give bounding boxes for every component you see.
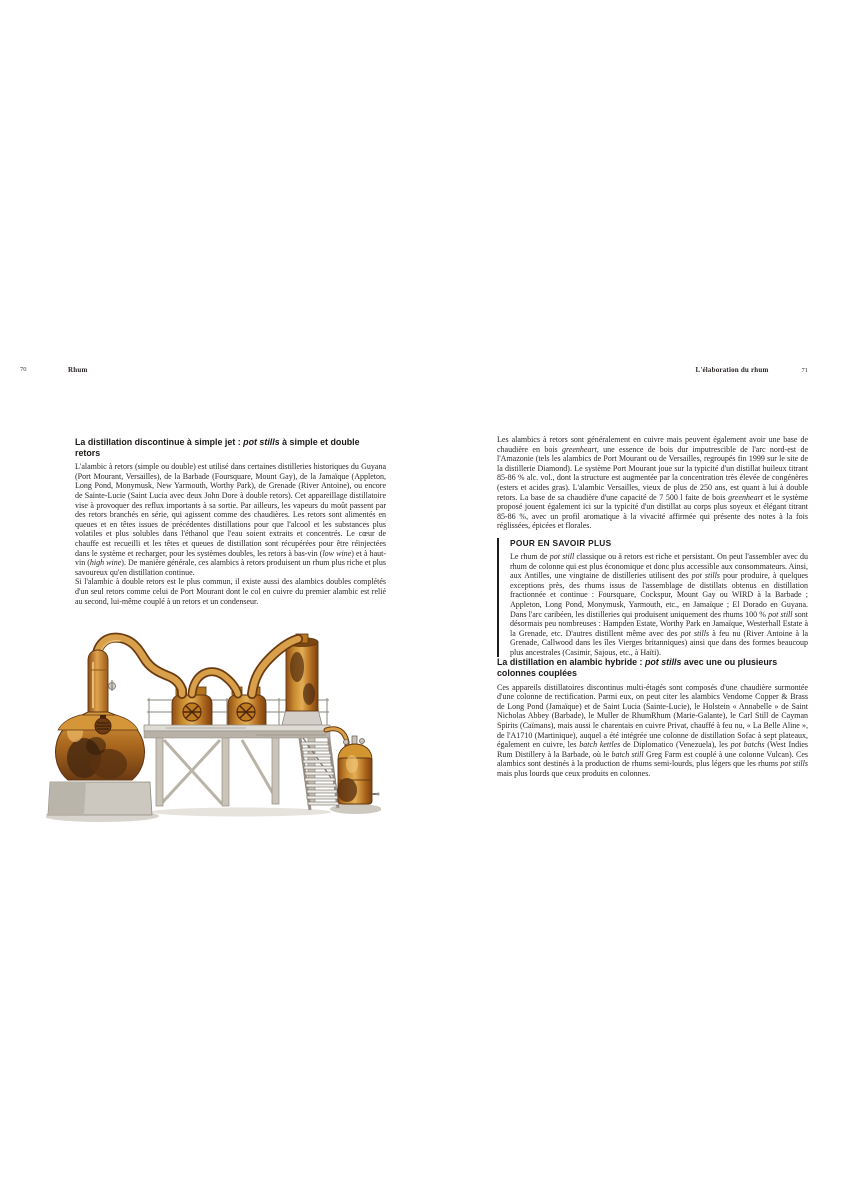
pot-still-left bbox=[48, 650, 152, 815]
folio-right: 71 bbox=[801, 367, 808, 374]
running-head-right: L'élaboration du rhum bbox=[695, 366, 769, 374]
platform-deck bbox=[144, 725, 330, 738]
section-heading-hybride: La distillation en alambic hybride : pot stills avec une ou plusieurs colonnes couplées bbox=[497, 657, 778, 679]
running-head-right-row bbox=[497, 366, 808, 375]
left-column bbox=[75, 437, 386, 606]
sidebar-title: POUR EN SAVOIR PLUS bbox=[510, 537, 612, 548]
sidebar-pour-en-savoir-plus bbox=[497, 538, 808, 658]
pot-still-watercolor-illustration bbox=[46, 612, 381, 827]
right-column bbox=[497, 435, 808, 779]
paragraph: Si l'alambic à double retors est le plus commun, il existe aussi des alambics doubles complétés d'un seul retors comme celui de Port Mourant dont le col en cuivre du premier alambic est relié au second, lui-même couplé à un retors et un condenseur. bbox=[75, 577, 386, 606]
folio-left: 70 bbox=[20, 366, 27, 373]
paragraph: Ces appareils distillatoires discontinus multi-étagés sont composés d'une chaudière surmontée d'une colonne de rectification. Parmi eux, on peut citer les alambics Vendome Copper & Brass de Long Pond (Jamaïque) et de Saint Lucia (Sainte-Lucie), le Holstein « Annabelle » de Saint Nicholas Abbey (Barbade), le Muller de RhumRhum (Marie-Galante), le Carl Still de Cayman Spirits (Caïmans), mais aussi le charentais en cuivre Privat, chauffé à feu nu, « La Belle Aline », de l'A1710 (Martinique), auquel a été intégrée une colonne de distillation Sofac à sept plateaux, également en cuivre, les batch kettles de Diplomatico (Venezuela), les pot batchs (West Indies Rum Distillery à la Barbade, où le batch still Greg Farm est couplé à une colonne Vulcan). Ces alambics sont destinés à la production de rhums semi-lourds, plus légers que les rhums pot stills mais plus lourds que ceux produits en colonnes. bbox=[497, 682, 809, 778]
paragraph: L'alambic à retors (simple ou double) est utilisé dans certaines distilleries historiques du Guyana (Port Mourant, Versailles), de la Barbade (Foursquare, Mount Gay), de la Jamaïque (Appleton, Long Pond, Monymusk, New Yarmouth, Worthy Park), de Grenade (River Antoine), ou encore de Sainte-Lucie (Saint Lucia avec deux John Dore à double retors). Cet appareillage distillatoire vise à provoquer des reflux importants à sa sortie. Par ailleurs, les vapeurs du moût passent par des retors branchés en série, qui agissent comme des chaudières. Les retors sont alimentés en queues et en têtes issues de précédentes distillations pour que l'alcool et les substances plus volatiles et plus solubles dans l'éthanol que l'eau soient extraits et concentrés. Le cœur de chauffe est recueilli et les têtes et queues de distillation sont récupérées pour être réinjectées dans le système et recharger, pour les systèmes doubles, les retors à bas-vin (low wine) et à haut-vin (high wine). De manière générale, ces alambics à retors produisent un rhum plus riche et plus savoureux qu'en distillation continue. bbox=[75, 462, 387, 577]
sidebar-paragraph: Le rhum de pot still classique ou à retors est riche et persistant. On peut l'assembler avec du rhum de colonne qui est plus économique et donc plus accessible aux consommateurs. Ainsi, aux Antilles, une vingtaine de distilleries utilisent des pot stills pour produire, à quelques exceptions près, des rhums issus de l'assemblage de distillats obtenus en distillation fractionnée et continue : Foursquare, Cockspur, Mount Gay ou WIRD à la Barbade ; Appleton, Long Pond, Monymusk, Yarmouth, etc., en Jamaïque ; El Dorado en Guyana. Dans l'arc caribéen, les distilleries qui produisent uniquement des rhums 100 % pot still sont désormais peu nombreuses : Hampden Estate, Worthy Park en Jamaïque, Westerhall Estate à la Grenade, etc. D'autres distillent même avec des pot stills à feu nu (River Antoine à la Grenade, Callwood dans les îles Vierges britanniques) ainsi que dans des formes beaucoup plus ancestrales (Casimir, Sajous, etc., à Haïti). bbox=[510, 551, 809, 657]
swan-neck-pipes bbox=[96, 638, 298, 694]
platform-legs bbox=[156, 736, 315, 806]
staircase bbox=[296, 728, 339, 810]
paragraph: Les alambics à retors sont généralement en cuivre mais peuvent également avoir une base de chaudière en bois greenheart, une essence de bois dur imputrescible de l'arc nord-est de l'Amazonie (tels les alambics de Port Mourant ou de Versailles, regroupés fin 1999 sur le site de la distillerie Diamond). Le système Port Mourant joue sur la typicité d'un distillat huileux titrant 85-86 % alc. vol., dont la structure est augmentée par la concentration très élevée de congénères (esters et acides gras). L'alambic Versailles, vieux de plus de 250 ans, est quant à lui à double retors. La base de sa chaudière d'une capacité de 7 500 l faite de bois greenheart et le système proposé jouent également ici sur la typicité d'un distillat au corps plus soyeux et élégant titrant 85-86 %, avec un profil aromatique à la vivacité affirmée qui présente des notes à la fois réglissées, épicées et florales. bbox=[497, 435, 808, 531]
running-head-left: Rhum bbox=[68, 366, 88, 374]
section-heading-pot-stills: La distillation discontinue à simple jet : pot stills à simple et double retors bbox=[75, 437, 360, 458]
